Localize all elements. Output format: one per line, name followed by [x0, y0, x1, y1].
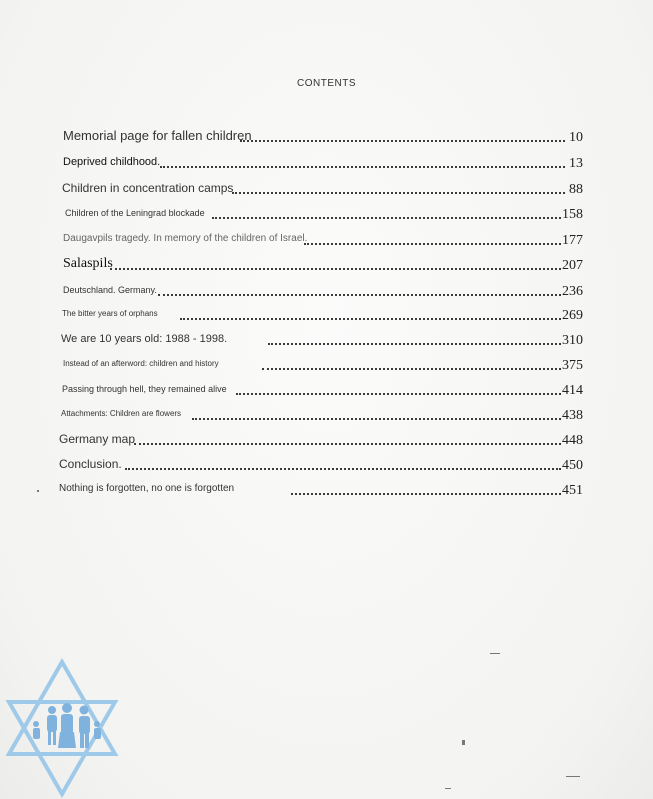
toc-entry-page: 269 — [562, 308, 583, 323]
toc-entry-page: 310 — [562, 333, 583, 348]
star-of-david-family-icon — [2, 658, 122, 798]
scan-speck — [462, 740, 465, 745]
dot-leader — [232, 192, 565, 194]
toc-entry-page: 414 — [562, 383, 583, 398]
toc-entry — [0, 481, 653, 501]
dot-leader — [236, 393, 561, 395]
toc-entry-page: 207 — [562, 258, 583, 273]
toc-entry — [0, 128, 653, 148]
toc-entry-title: Children of the Leningrad blockade — [65, 208, 205, 218]
toc-entry-page: 375 — [562, 358, 583, 373]
toc-entry-page: 450 — [562, 458, 583, 473]
toc-entry — [0, 256, 653, 276]
toc-entry — [0, 180, 653, 200]
toc-entry — [0, 306, 653, 326]
toc-entry-title: Attachments: Children are flowers — [61, 409, 182, 418]
toc-entry — [0, 456, 653, 476]
toc-entry-page: 88 — [569, 182, 583, 197]
toc-entry-title: Instead of an afterword: children and history — [63, 359, 219, 368]
toc-entry-title: Deprived childhood. — [63, 156, 161, 168]
dot-leader — [192, 418, 561, 420]
toc-entry-title: Germany map — [59, 432, 136, 446]
dot-leader — [291, 493, 561, 495]
dot-leader — [240, 140, 565, 142]
toc-entry-title: Memorial page for fallen children — [63, 128, 252, 143]
toc-entry-page: 451 — [562, 483, 583, 498]
toc-entry-page: 236 — [562, 284, 583, 299]
toc-entry — [0, 381, 653, 401]
toc-entry-title: Passing through hell, they remained alive — [62, 384, 227, 394]
toc-entry — [0, 282, 653, 302]
toc-entry-title: Salaspils — [63, 256, 113, 271]
toc-entry-title: Conclusion. — [59, 457, 122, 471]
toc-entry-page: 438 — [562, 408, 583, 423]
toc-entry — [0, 356, 653, 376]
scan-speck — [566, 776, 580, 777]
toc-entry-title: Deutschland. Germany. — [63, 285, 157, 295]
toc-entry — [0, 431, 653, 451]
toc-entry — [0, 231, 653, 251]
dot-leader — [134, 443, 561, 445]
toc-entry-page: 158 — [562, 207, 583, 222]
dot-leader — [262, 368, 561, 370]
dot-leader — [110, 268, 561, 270]
toc-entry — [0, 331, 653, 351]
dot-leader — [304, 243, 561, 245]
toc-entry — [0, 154, 653, 174]
toc-entry-page: 448 — [562, 433, 583, 448]
toc-entry — [0, 205, 653, 225]
toc-entry-title: Daugavpils tragedy. In memory of the children of Israel. — [63, 233, 308, 244]
toc-entry-title: We are 10 years old: 1988 - 1998. — [61, 333, 228, 345]
scan-speck — [490, 653, 500, 654]
dot-leader — [268, 343, 561, 345]
contents-heading: CONTENTS — [297, 78, 356, 89]
toc-entry — [0, 406, 653, 426]
toc-entry-page: 177 — [562, 233, 583, 248]
toc-entry-page: 13 — [569, 156, 583, 171]
dot-leader — [125, 468, 561, 470]
toc-entry-title: Children in concentration camps — [62, 181, 234, 195]
scan-speck — [445, 788, 451, 789]
dot-leader — [158, 294, 561, 296]
dot-leader — [160, 166, 565, 168]
dot-leader — [180, 318, 561, 320]
dot-leader — [212, 217, 561, 219]
scan-speck — [37, 490, 39, 492]
toc-entry-title: The bitter years of orphans — [62, 309, 158, 318]
toc-entry-title: Nothing is forgotten, no one is forgotten — [59, 483, 235, 494]
toc-entry-page: 10 — [569, 130, 583, 145]
